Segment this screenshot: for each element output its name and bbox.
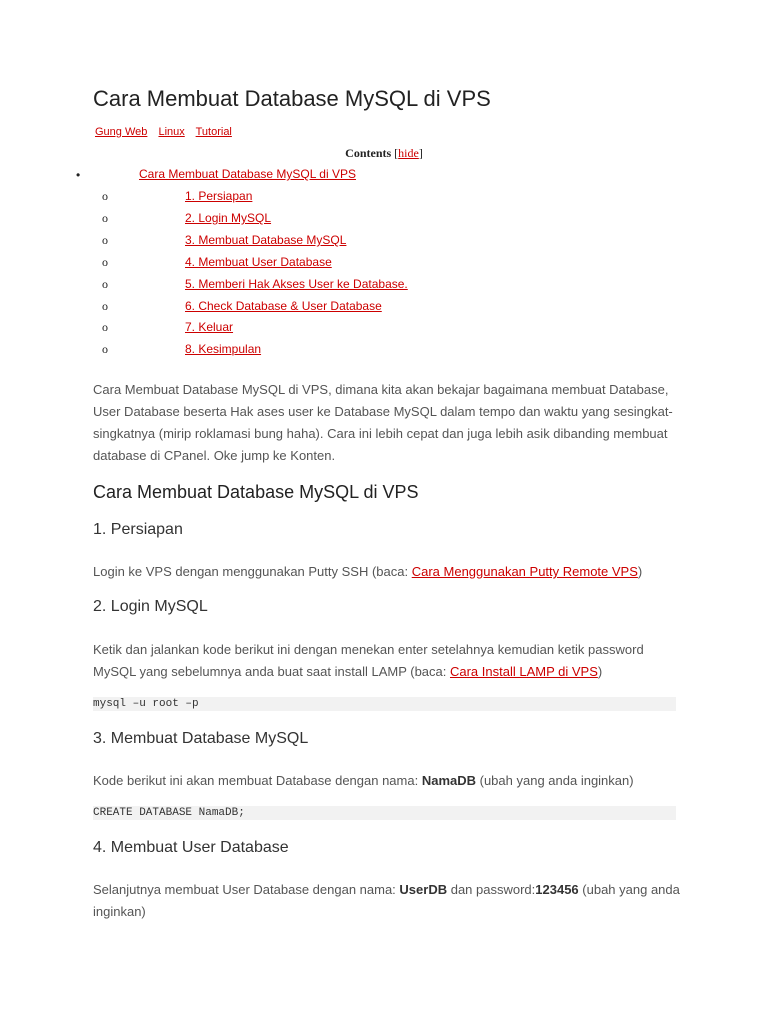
heading-login-mysql: 2. Login MySQL (93, 598, 208, 615)
toc-header (0, 146, 768, 161)
toc-main-link[interactable]: Cara Membuat Database MySQL di VPS (139, 167, 356, 181)
toc-sub-bullet: o (102, 211, 108, 225)
code-login-mysql: mysql –u root –p (93, 697, 676, 711)
toc-bracket-close: ] (418, 146, 423, 160)
user-name: UserDB (399, 882, 448, 897)
paragraph-persiapan (93, 561, 683, 583)
toc-bullet: • (76, 168, 81, 182)
paragraph-tail: (ubah yang anda inginkan) (93, 882, 680, 919)
toc-sub-bullet: o (102, 255, 108, 269)
heading-membuat-user: 4. Membuat User Database (93, 839, 289, 856)
toc-item-login-mysql[interactable]: 2. Login MySQL (185, 211, 272, 225)
article-title: Cara Membuat Database MySQL di VPS (93, 86, 491, 111)
toc-label: Contents (345, 146, 392, 160)
paragraph-tail: ) (637, 564, 643, 579)
paragraph-text: Kode berikut ini akan membuat Database dengan nama: (93, 773, 422, 788)
password-value: 123456 (535, 882, 579, 897)
paragraph-membuat-user (93, 879, 683, 923)
toc-item-kesimpulan[interactable]: 8. Kesimpulan (185, 342, 262, 356)
toc-hide-link[interactable]: hide (398, 146, 419, 160)
paragraph-tail: ) (597, 664, 603, 679)
toc-item-persiapan[interactable]: 1. Persiapan (185, 189, 253, 203)
link-putty-remote-vps[interactable]: Cara Menggunakan Putty Remote VPS (411, 564, 638, 579)
code-create-database: CREATE DATABASE NamaDB; (93, 806, 676, 820)
tag-list (95, 126, 240, 138)
toc-bracket-open: [ (394, 146, 399, 160)
tag-link-tutorial[interactable]: Tutorial (195, 126, 232, 138)
paragraph-text: Selanjutnya membuat User Database dengan nama: (93, 882, 400, 897)
heading-persiapan: 1. Persiapan (93, 521, 183, 538)
toc-sub-bullet: o (102, 233, 108, 247)
paragraph-text: Login ke VPS dengan menggunakan Putty SSH (baca: (93, 564, 412, 579)
paragraph-tail: (ubah yang anda inginkan) (476, 773, 634, 788)
link-install-lamp[interactable]: Cara Install LAMP di VPS (449, 664, 598, 679)
toc-sub-bullet: o (102, 320, 108, 334)
toc-sub-bullet: o (102, 342, 108, 356)
intro-paragraph: Cara Membuat Database MySQL di VPS, dimana kita akan bekajar bagaimana membuat Database, User Database beserta Hak ases user ke Database MySQL dalam tempo dan waktu yang sesingkat-singkatnya (mirip roklamasi bung haha). Cara ini lebih cepat dan juga lebih asik dibanding membuat database di CPanel. Oke jump ke Konten. (93, 382, 673, 463)
tag-link-linux[interactable]: Linux (158, 126, 185, 138)
toc-sub-bullet: o (102, 277, 108, 291)
paragraph-membuat-database (93, 770, 683, 792)
paragraph-text: Ketik dan jalankan kode berikut ini dengan menekan enter setelahnya kemudian ketik password MySQL yang sebelumnya anda buat saat install LAMP (baca: (93, 642, 644, 679)
toc-sub-bullet: o (102, 189, 108, 203)
toc-item-keluar[interactable]: 7. Keluar (185, 320, 234, 334)
section-heading: Cara Membuat Database MySQL di VPS (93, 482, 419, 502)
paragraph-login-mysql (93, 639, 683, 683)
toc-item-check-database[interactable]: 6. Check Database & User Database (185, 299, 382, 313)
toc-item-membuat-database[interactable]: 3. Membuat Database MySQL (185, 233, 347, 247)
toc-sub-bullet: o (102, 299, 108, 313)
toc-item-hak-akses[interactable]: 5. Memberi Hak Akses User ke Database. (185, 277, 408, 291)
tag-link-gung-web[interactable]: Gung Web (95, 126, 148, 138)
database-name: NamaDB (421, 773, 477, 788)
heading-membuat-database: 3. Membuat Database MySQL (93, 730, 309, 747)
paragraph-mid: dan password: (447, 882, 536, 897)
toc-item-membuat-user[interactable]: 4. Membuat User Database (185, 255, 332, 269)
